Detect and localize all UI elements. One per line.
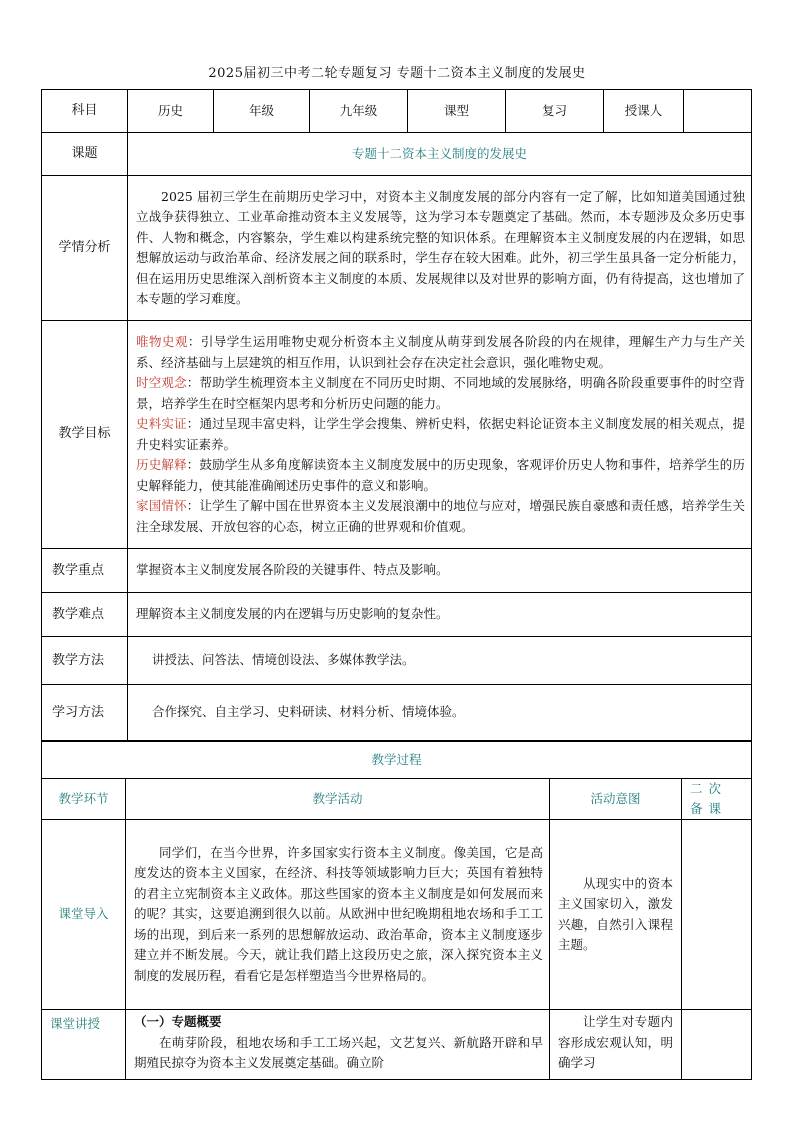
intro-row: [42, 820, 752, 1010]
objective-text: ：让学生了解中国在世界资本主义发展浪潮中的地位与应对，增强民族自豪感和责任感，培养学生关注全球发展、开放包容的心态，树立正确的世界观和价值观。: [136, 498, 745, 534]
col-intent: 活动意图: [550, 779, 682, 820]
teacher-value: [684, 90, 752, 133]
key-points-row: [42, 549, 752, 593]
analysis-row: [42, 176, 752, 321]
objective-key: 时空观念: [136, 375, 187, 390]
objective-text: ：帮助学生梳理资本主义制度在不同历史时期、不同地域的发展脉络，明确各阶段重要事件的时空背景，培养学生在时空框架内思考和分析历史问题的能力。: [136, 375, 745, 411]
objectives-label: 教学目标: [42, 321, 128, 549]
difficulties-label: 教学难点: [42, 593, 128, 637]
teaching-methods-label: 教学方法: [42, 637, 128, 685]
intro-notes: [682, 820, 752, 1010]
analysis-label: 学情分析: [42, 176, 128, 321]
lecture-activity: 在萌芽阶段，租地农场和手工工场兴起，文艺复兴、新航路开辟和早期殖民掠夺为资本主义发展奠定基础。确立阶: [134, 1034, 543, 1070]
objective-key: 史料实证: [136, 416, 187, 431]
objective-text: ：引导学生运用唯物史观分析资本主义制度从萌芽到发展各阶段的内在规律，理解生产力与生产关系、经济基础与上层建筑的相互作用，认识到社会存在决定社会意识，强化唯物史观。: [136, 334, 745, 370]
process-header-row: [42, 779, 752, 820]
process-heading: 教学过程: [42, 742, 752, 779]
grade-label: 年级: [214, 90, 310, 133]
key-points-label: 教学重点: [42, 549, 128, 593]
difficulties-text: 理解资本主义制度发展的内在逻辑与历史影响的复杂性。: [128, 593, 752, 637]
objectives-row: [42, 321, 752, 549]
objective-text: ：通过呈现丰富史料，让学生学会搜集、辨析史料，依据史料论证资本主义制度发展的相关观点，提升史料实证素养。: [136, 416, 745, 452]
subject-value: 历史: [128, 90, 214, 133]
objective-key: 家国情怀: [136, 498, 187, 513]
objective-item: [136, 373, 745, 414]
objective-item: [136, 455, 745, 496]
col-notes: 二次备课: [682, 779, 752, 820]
difficulties-row: [42, 593, 752, 637]
topic-value: 专题十二资本主义制度的发展史: [128, 133, 752, 176]
learning-methods-text: 合作探究、自主学习、史料研读、材料分析、情境体验。: [128, 685, 752, 741]
teaching-methods-text: 讲授法、问答法、情境创设法、多媒体教学法。: [128, 637, 752, 685]
objectives-list: [128, 321, 752, 549]
objective-key: 历史解释: [136, 457, 187, 472]
objective-item: [136, 414, 745, 455]
teacher-label: 授课人: [604, 90, 684, 133]
col-activity: 教学活动: [126, 779, 550, 820]
course-info-table: [41, 89, 752, 741]
objective-key: 唯物史观: [136, 334, 188, 349]
objective-item: [136, 332, 745, 373]
intro-stage: 课堂导入: [42, 820, 126, 1010]
type-label: 课型: [408, 90, 506, 133]
type-value: 复习: [506, 90, 604, 133]
learning-methods-label: 学习方法: [42, 685, 128, 741]
lecture-subtitle: （一）专题概要: [134, 1014, 222, 1029]
info-row: [42, 90, 752, 133]
objective-text: ：鼓励学生从多角度解读资本主义制度发展中的历史现象，客观评价历史人物和事件，培养学生的历史解释能力，使其能准确阐述历史事件的意义和影响。: [136, 457, 745, 493]
process-heading-row: [42, 742, 752, 779]
subject-label: 科目: [42, 90, 128, 133]
lecture-stage: 课堂讲授: [42, 1010, 126, 1080]
analysis-text: 2025 届初三学生在前期历史学习中，对资本主义制度发展的部分内容有一定了解，比如知道美国通过独立战争获得独立、工业革命推动资本主义发展等，这为学习本专题奠定了基础。然而，本专题涉及众多历史事件、人物和概念，内容繁杂，学生难以构建系统完整的知识体系。在理解资本主义制度发展的内在逻辑，如思想解放运动与政治革命、经济发展之间的联系时，学生存在较大困难。此外，初三学生虽具备一定分析能力，但在运用历史思维深入剖析资本主义制度的本质、发展规律以及对世界的影响方面，仍有待提高，这也增加了本专题的学习难度。: [128, 176, 752, 321]
teaching-process-table: [41, 741, 752, 1080]
lecture-intent: 让学生对专题内容形成宏观认知，明确学习: [550, 1010, 682, 1080]
document-title: 2025届初三中考二轮专题复习 专题十二资本主义制度的发展史: [208, 66, 586, 81]
learning-methods-row: [42, 685, 752, 741]
col-stage: 教学环节: [42, 779, 126, 820]
key-points-text: 掌握资本主义制度发展各阶段的关键事件、特点及影响。: [128, 549, 752, 593]
intro-activity: 同学们，在当今世界，许多国家实行资本主义制度。像美国，它是高度发达的资本主义国家，在经济、科技等领域影响力巨大；英国有着独特的君主立宪制资本主义政体。那这些国家的资本主义制度是如何发展而来的呢？其实，这要追溯到很久以前。从欧洲中世纪晚期租地农场和手工工场的出现，到后来一系列的思想解放运动、政治革命，资本主义制度逐步建立并不断发展。今天，就让我们踏上这段历史之旅，深入探究资本主义制度的发展历程，看看它是怎样塑造当今世界格局的。: [126, 820, 550, 1010]
lecture-activity-cell: [126, 1010, 550, 1080]
lecture-row: [42, 1010, 752, 1080]
intro-intent: 从现实中的资本主义国家切入，激发兴趣，自然引入课程主题。: [550, 820, 682, 1010]
grade-value: 九年级: [310, 90, 408, 133]
topic-label: 课题: [42, 133, 128, 176]
lecture-notes: [682, 1010, 752, 1080]
teaching-methods-row: [42, 637, 752, 685]
objective-item: [136, 496, 745, 537]
topic-row: [42, 133, 752, 176]
